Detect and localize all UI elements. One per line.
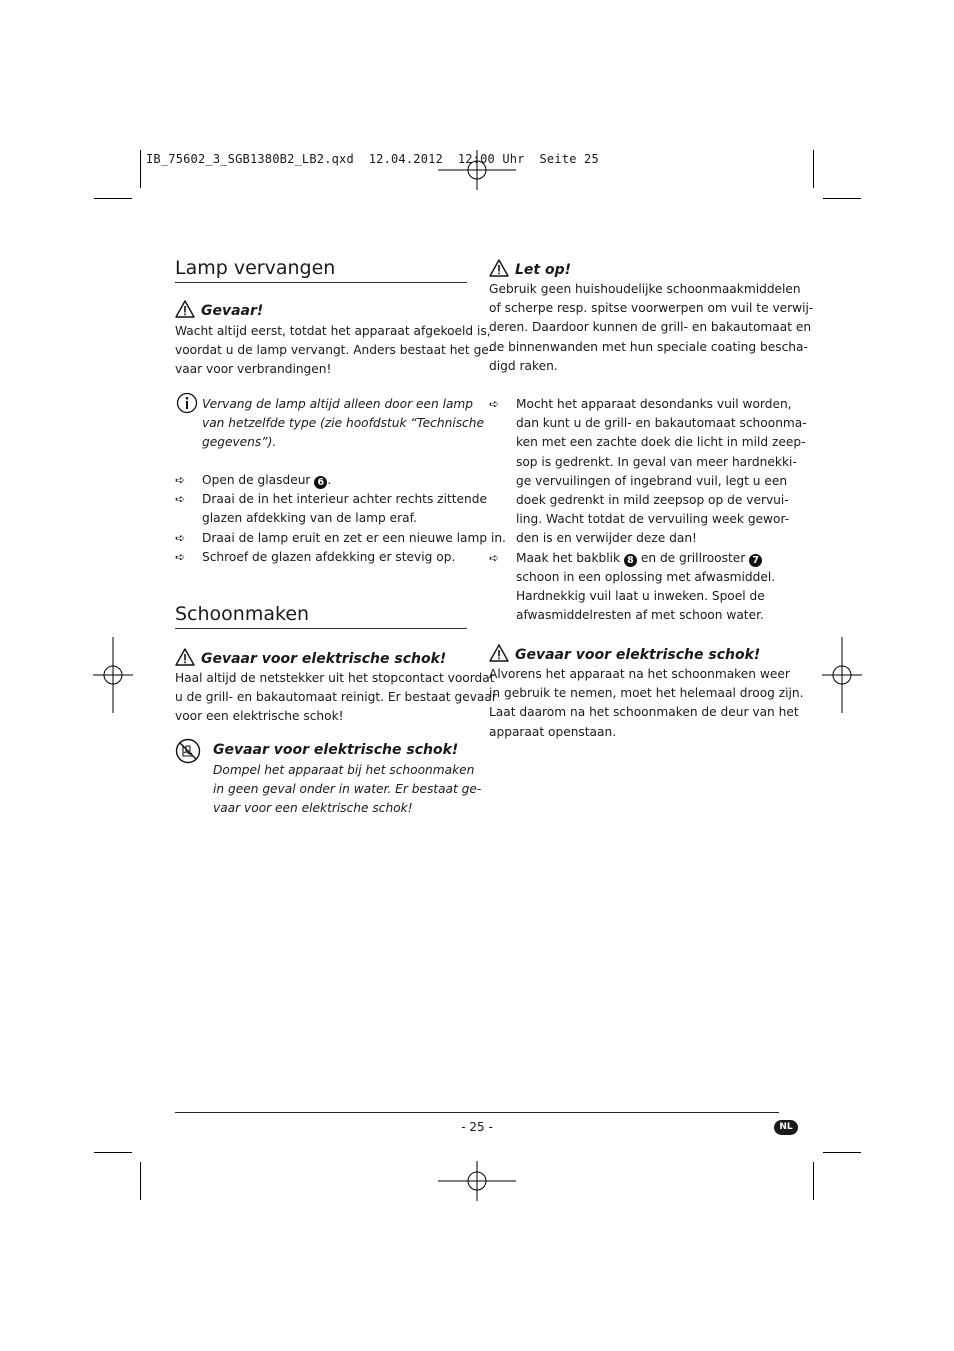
warning-triangle-icon bbox=[489, 259, 509, 277]
info-circle-icon bbox=[176, 392, 198, 414]
shock-warning-block bbox=[175, 648, 497, 727]
attention-block bbox=[489, 259, 814, 376]
heading-rule bbox=[175, 282, 467, 283]
list-item: ➪ Schroef de glazen afdekking er stevig op. bbox=[175, 548, 475, 567]
danger-text: Wacht altijd eerst, totdat het apparaat afgekoeld is, voordat u de lamp vervangt. Anders bestaat het ge- vaar voor verbrandingen! bbox=[175, 324, 494, 377]
shock2-text: Alvorens het apparaat na het schoonmaken weer in gebruik te nemen, moet het helemaal droog zijn. Laat daarom na het schoonmaken de deur van het apparaat openstaan. bbox=[489, 667, 804, 739]
arrow-right-icon: ➪ bbox=[175, 549, 186, 564]
cleaning-steps-list bbox=[489, 395, 807, 625]
danger-title: Gevaar! bbox=[201, 303, 264, 319]
slug-line: IB_75602_3_SGB1380B2_LB2.qxd 12.04.2012 12:00 Uhr Seite 25 bbox=[146, 152, 599, 166]
list-item: ➪ Maak het bakblik 8 en de grillrooster 7 schoon in een oplossing met afwasmiddel. Hardnekkig vuil laat u inweken. Spoel de afwasmiddelresten af met schoon water. bbox=[489, 550, 776, 623]
list-item: ➪ Open de glasdeur 6 . bbox=[175, 471, 475, 490]
footer-rule bbox=[175, 1112, 779, 1113]
item-number-badge: 8 bbox=[624, 554, 637, 567]
shock-title: Gevaar voor elektrische schok! bbox=[201, 651, 447, 667]
item-number-badge: 7 bbox=[749, 554, 762, 567]
arrow-right-icon: ➪ bbox=[175, 473, 186, 487]
water-warning-block bbox=[213, 741, 482, 819]
arrow-right-icon: ➪ bbox=[489, 550, 500, 565]
page-number: - 25 - bbox=[461, 1120, 493, 1134]
language-badge: NL bbox=[774, 1120, 798, 1135]
no-immersion-icon bbox=[175, 738, 201, 764]
water-warning-title: Gevaar voor elektrische schok! bbox=[213, 742, 459, 758]
lamp-steps-list bbox=[175, 471, 506, 567]
attention-title: Let op! bbox=[515, 262, 572, 278]
list-item: ➪ Draai de in het interieur achter rechts zittende glazen afdekking van de lamp eraf. bbox=[175, 492, 487, 526]
danger-block bbox=[175, 300, 494, 380]
heading-rule bbox=[175, 628, 467, 629]
warning-triangle-icon bbox=[489, 644, 509, 662]
arrow-right-icon: ➪ bbox=[489, 397, 500, 411]
item-number-badge: 6 bbox=[314, 476, 327, 489]
info-note: Vervang de lamp altijd alleen door een lamp van hetzelfde type (zie hoofdstuk “Technische gegevens”). bbox=[202, 397, 484, 450]
water-warning-text: Dompel het apparaat bij het schoonmaken in geen geval onder in water. Er bestaat ge- vaar voor een elektrische schok! bbox=[213, 763, 482, 816]
attention-text: Gebruik geen huishoudelijke schoonmaakmiddelen of scherpe resp. spitse voorwerpen om vuil te verwij- deren. Daardoor kunnen de grill- en bakautomaat en de binnenwanden met hun speciale coating bescha- digd raken. bbox=[489, 282, 814, 373]
shock2-title: Gevaar voor elektrische schok! bbox=[515, 647, 761, 663]
arrow-right-icon: ➪ bbox=[175, 492, 186, 507]
dry-warning-block bbox=[489, 644, 804, 742]
warning-triangle-icon bbox=[175, 300, 195, 318]
section-heading: Lamp vervangen bbox=[175, 257, 336, 279]
arrow-right-icon: ➪ bbox=[175, 530, 186, 545]
shock-text: Haal altijd de netstekker uit het stopcontact voordat u de grill- en bakautomaat reinigt. Er bestaat gevaar voor een elektrische schok! bbox=[175, 671, 497, 724]
list-item: ➪ Draai de lamp eruit en zet er een nieuwe lamp in. bbox=[175, 529, 475, 548]
section-lamp-vervangen bbox=[175, 256, 467, 280]
warning-triangle-icon bbox=[175, 648, 195, 666]
section-heading: Schoonmaken bbox=[175, 603, 310, 625]
list-item: ➪ Mocht het apparaat desondanks vuil worden, dan kunt u de grill- en bakautomaat schoonma- ken met een zachte doek die licht in mild zeep- sop is gedrenkt. In geval van meer hardnekki- ge vervuilingen of ingebrand vuil, legt u een doek gedrenkt in mild zeepsop op de vervui- ling. Wacht totdat de vervuiling week gewor- den is en verwijder deze dan! bbox=[489, 397, 807, 546]
section-schoonmaken bbox=[175, 602, 467, 626]
